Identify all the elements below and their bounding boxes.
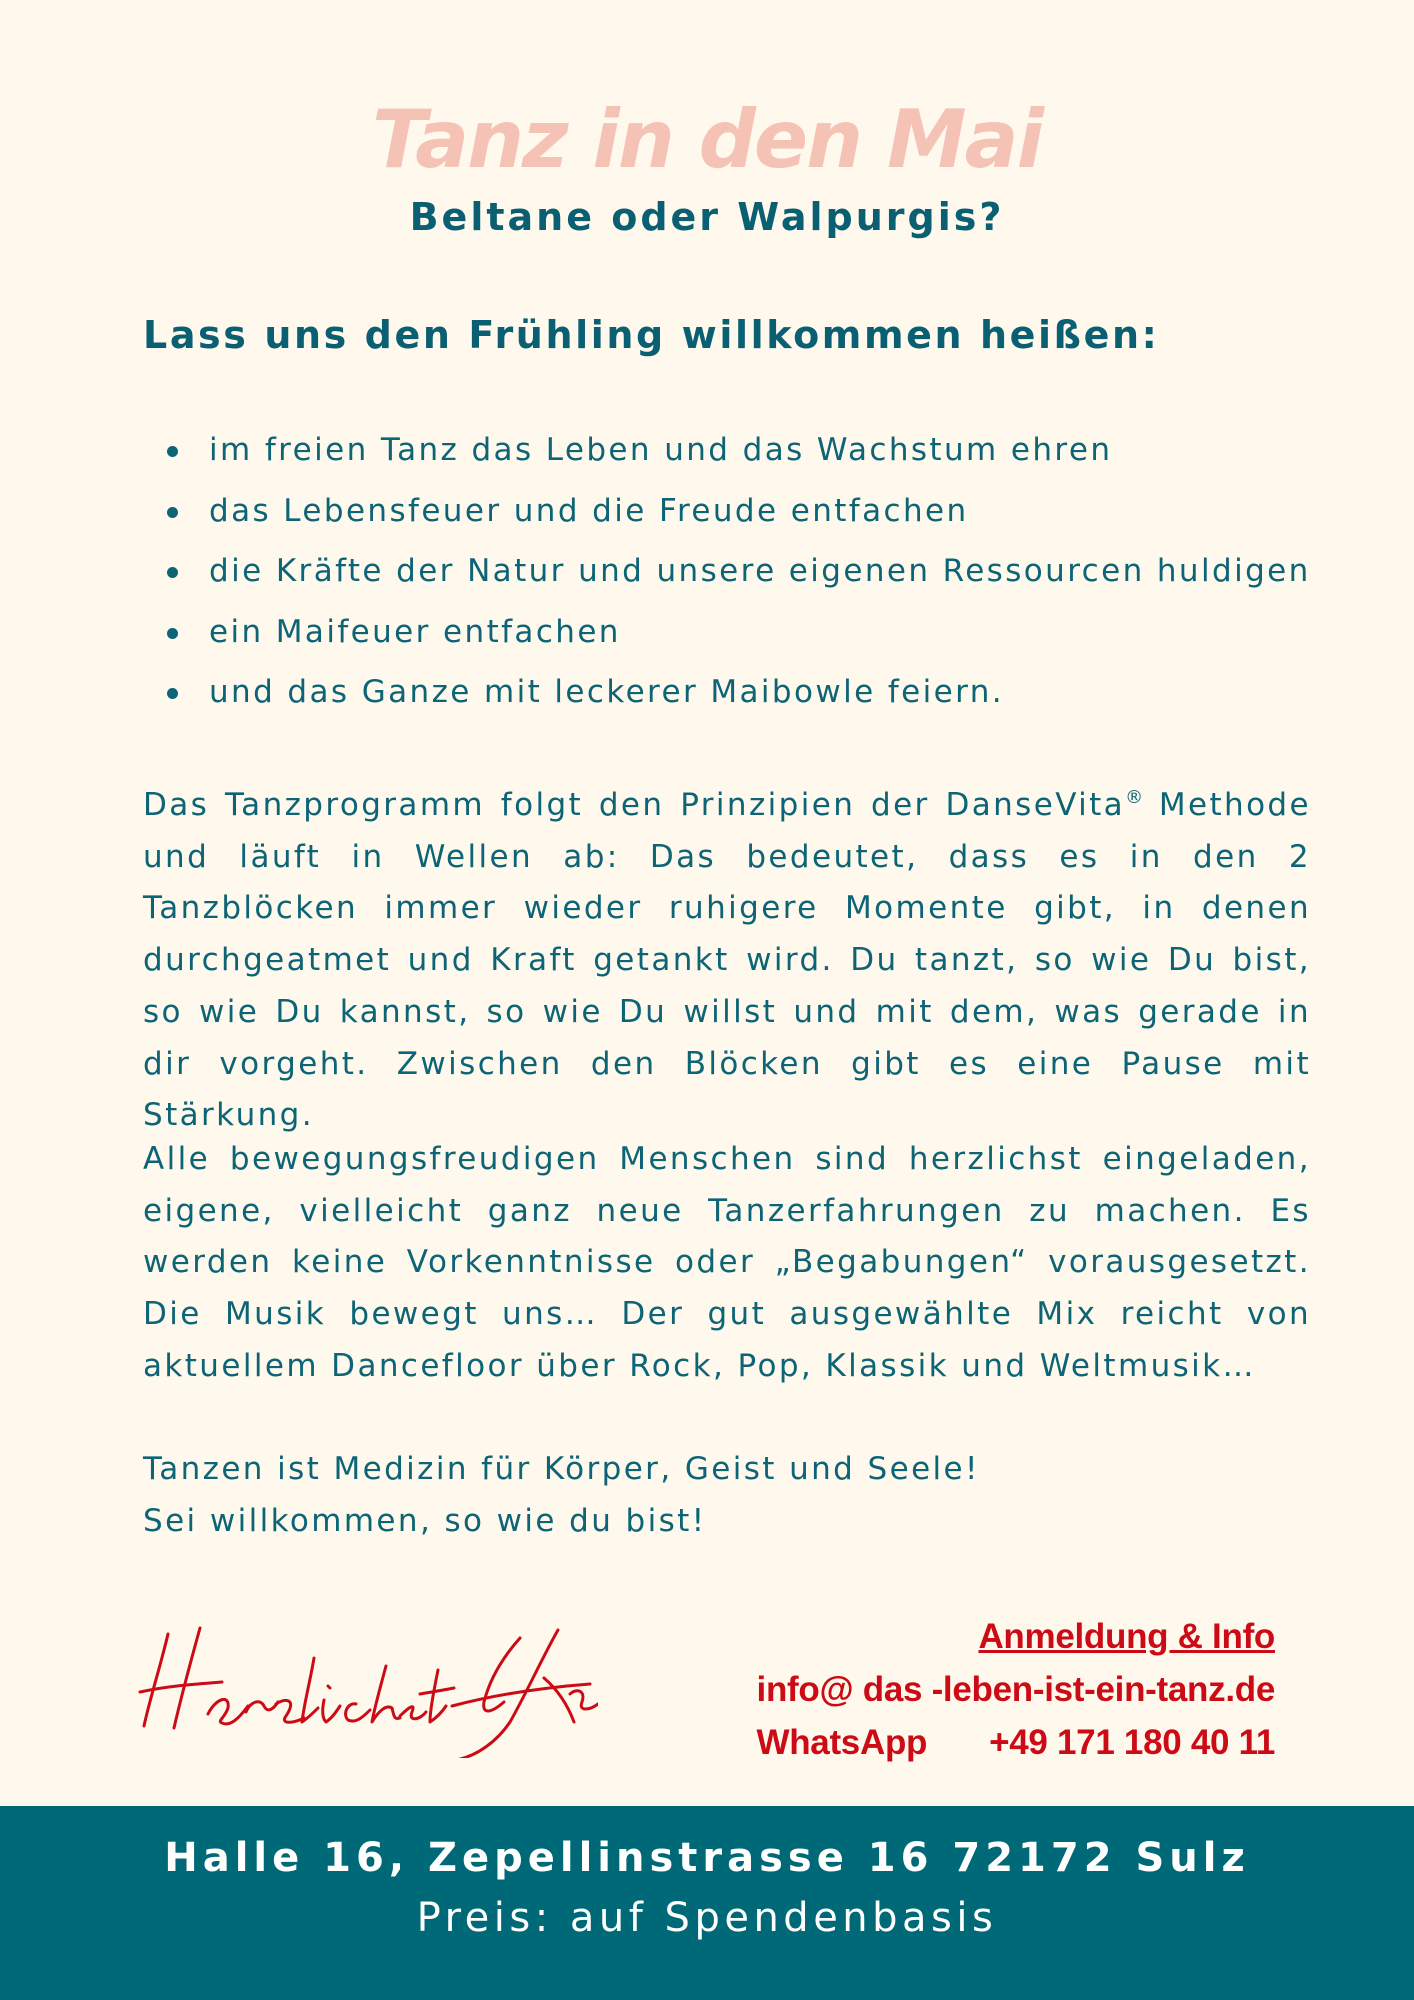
page-subtitle: Beltane oder Walpurgis? <box>409 195 1005 239</box>
closing-text <box>143 1444 980 1547</box>
bullet-dot-icon <box>167 688 178 699</box>
price-info: Preis: auf Spendenbasis <box>416 1895 998 1941</box>
list-item <box>143 602 1311 663</box>
list-item-text: ein Maifeuer entfachen <box>209 613 621 650</box>
contact-heading-link[interactable]: Anmeldung & Info <box>978 1617 1275 1656</box>
list-item <box>143 662 1311 723</box>
list-item-text: die Kräfte der Natur und unsere eigenen Ressourcen huldigen <box>209 553 1311 589</box>
whatsapp-label: WhatsApp <box>756 1723 928 1762</box>
contact-email[interactable]: info@ das -leben-ist-ein-tanz.de <box>756 1670 1275 1709</box>
invitation-paragraph: Alle bewegungsfreudigen Menschen sind herzlichst eingeladen, eigene, vielleicht ganz neue Tanzerfahrungen zu machen. Es werden keine Vorkenntnisse oder „Begabungen“ vorausgesetzt. Die Musik bewegt uns… Der gut ausgewählte Mix reicht von aktuellem Dancefloor über Rock, Pop, Klassik und Weltmusik… <box>143 1141 1311 1384</box>
program-text-rest: Methode und läuft in Wellen ab: Das bedeutet, dass es in den 2 Tanzblöcken immer wieder ruhigere Momente gibt, in denen durchgeatmet und Kraft getankt wird. Du tanzt, so wie Du bist, so wie Du kannst, so wie Du willst und mit dem, was gerade in dir vorgeht. Zwischen den Blöcken gibt es eine Pause mit Stärkung. <box>143 787 1311 1134</box>
list-item <box>143 481 1311 542</box>
program-paragraph <box>143 772 1311 1142</box>
contact-whatsapp <box>756 1716 1275 1769</box>
list-item <box>143 541 1311 602</box>
list-item-text: und das Ganze mit leckerer Maibowle feiern. <box>209 674 1005 710</box>
list-item-text: das Lebensfeuer und die Freude entfachen <box>209 492 969 529</box>
closing-line-1: Tanzen ist Medizin für Körper, Geist und Seele! <box>143 1451 980 1487</box>
list-item-text: im freien Tanz das Leben und das Wachstum ehren <box>209 432 1113 468</box>
page-title: Tanz in den Mai <box>372 93 1042 186</box>
handwritten-signature <box>138 1618 598 1758</box>
intro-heading: Lass uns den Frühling willkommen heißen: <box>143 313 1160 357</box>
venue-address: Halle 16, Zepellinstrasse 16 72172 Sulz <box>164 1835 1250 1881</box>
registered-mark: ® <box>1125 787 1144 808</box>
list-item <box>143 420 1311 481</box>
bullet-dot-icon <box>167 507 178 518</box>
closing-line-2: Sei willkommen, so wie du bist! <box>143 1502 707 1539</box>
program-text-start: Das Tanzprogramm folgt den Prinzipien der DanseVita <box>143 787 1126 823</box>
bullet-dot-icon <box>167 567 178 578</box>
bullet-dot-icon <box>167 628 178 639</box>
whatsapp-number[interactable]: +49 171 180 40 11 <box>989 1723 1275 1762</box>
contact-block <box>756 1610 1275 1769</box>
bullet-dot-icon <box>167 446 178 457</box>
bullet-list <box>143 420 1311 723</box>
